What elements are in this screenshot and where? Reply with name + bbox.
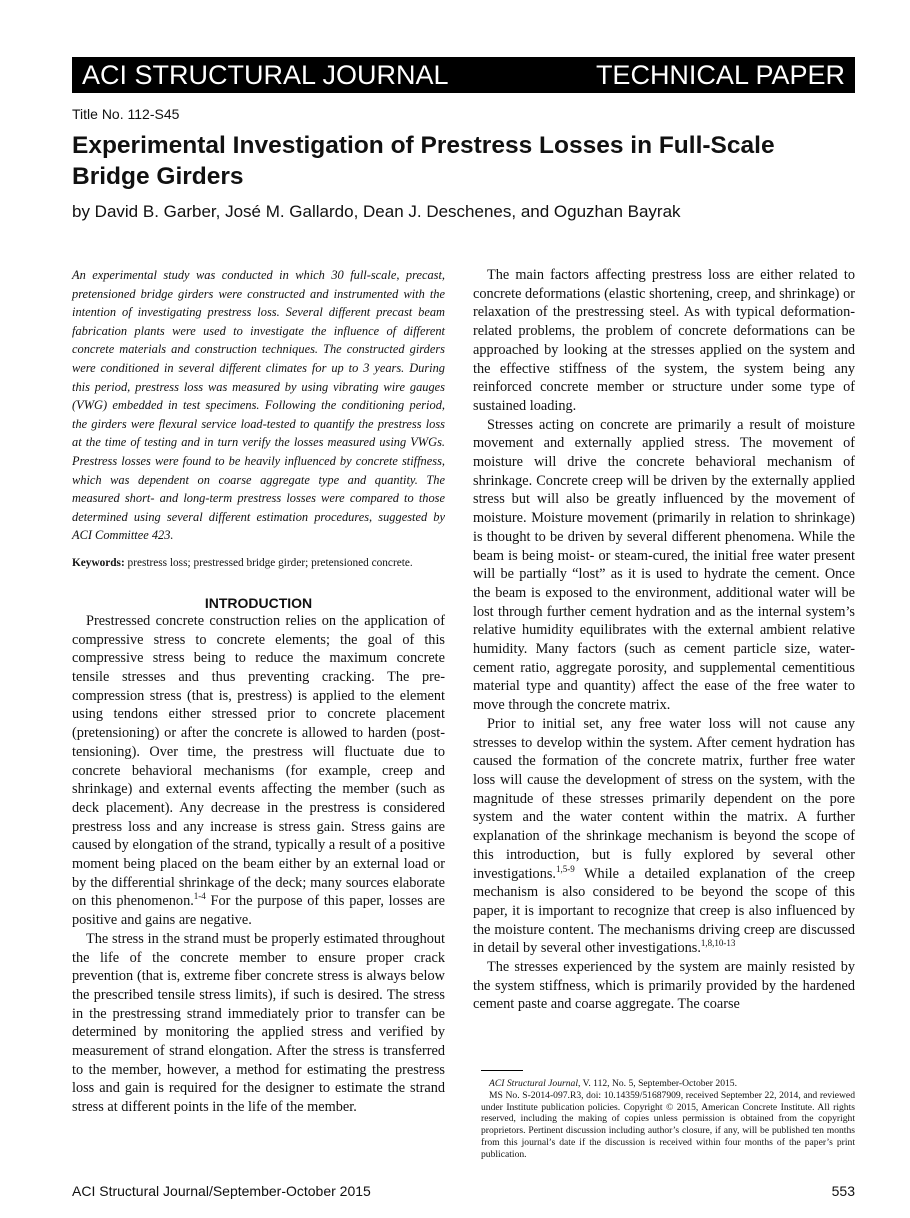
abstract: An experimental study was conducted in which 30 full-scale, precast, pretensioned bridge girders were constructed and instrumented with the intention of investigating prestress loss. Several different precast beam fabrication plants were used to investigate the influence of different concrete materials and construction techniques. The constructed girders were conditioned in several different climates for up to 3 years. During this period, prestress loss was measured by using vibrating wire gauges (VWG) embedded in test specimens. Following the conditioning period, the girders were flexural service load-tested to quantify the prestress loss at the time of testing and in turn verify the losses measured using VWGs. Prestress losses were found to be heavily influenced by concrete stiffness, which was dependent on coarse aggregate type and quantity. The measured short- and long-term prestress losses were compared to those determined using several different estimation procedures, suggested by ACI Committee 423.: [72, 268, 445, 543]
paragraph: The stress in the strand must be properly estimated throughout the life of the concrete member to ensure proper crack prevention (that is, extreme fiber concrete stress is always below the prescribed tensile stress limits), if such is desired. The stress in the prestressing strand immediately prior to transfer can be determined by monitoring the applied stress and verified by measurement of strand elongation. After the stress is transferred to the member, however, a method for estimating the prestress loss and gain is required for the designer to estimate the strand stress at different points in the life of the member.: [72, 930, 445, 1116]
section-heading-introduction: INTRODUCTION: [204, 594, 313, 611]
keywords-label: Keywords:: [72, 556, 125, 569]
text: For the purpose of this paper, losses are positive and gains are negative.: [72, 893, 445, 929]
footnote-details: MS No. S-2014-097.R3, doi: 10.14359/51687909, received September 22, 2014, and reviewed under Institute publication policies. Copyright © 2015, American Concrete Institute. All rights reserved, including the making of copies unless permission is obtained from the copyright proprietors. Pertinent discussion including author’s closure, if any, will be published ten months from this journal’s date if the discussion is received within four months of the paper’s print publication.: [481, 1089, 855, 1160]
paragraph: [72, 612, 445, 930]
citation: 1,8,10-13: [700, 938, 736, 949]
footnote-rule: [481, 1070, 523, 1071]
footer-journal: ACI Structural Journal/September-October 2015: [72, 1183, 371, 1199]
keywords: [72, 557, 445, 569]
authors: by David B. Garber, José M. Gallardo, Dean J. Deschenes, and Oguzhan Bayrak: [72, 202, 681, 221]
keywords-text: prestress loss; prestressed bridge girder; pretensioned concrete.: [124, 556, 413, 569]
page-number: 553: [831, 1183, 855, 1199]
paper-title: Experimental Investigation of Prestress Losses in Full-Scale Bridge Girders: [72, 132, 775, 190]
text: Prior to initial set, any free water loss will not cause any stresses to develop within the system. After cement hydration has caused the formation of the concrete matrix, further free water loss will cause the development of stress on the system, with the magnitude of these stresses primarily dependent on the pore system and the water content within the matrix. A further explanation of the shrinkage mechanism is beyond the scope of this introduction, but is fully explored by several other investigations.: [473, 715, 855, 882]
paper-type: TECHNICAL PAPER: [595, 60, 845, 90]
text: Prestressed concrete construction relies on the application of compressive stress to concrete elements; the goal of this compressive stress being to reduce the maximum concrete tensile stresses and thus preventing cracking. The pre-compression stress (that is, prestress) is applied to the element using tendons either stressed prior to concrete placement (pretensioning) or after the concrete is allowed to harden (post-tensioning). Over time, the prestress will fluctuate due to concrete behavioral mechanisms (for example, creep and shrinkage) and external events affecting the member (such as deck placement). Any decrease in the prestress is considered prestress loss and any increase is stress gain. Stress gains are caused by elongation of the strand, typically a result of a positive moment being placed on the beam either by an external load or by the differential shrinkage of the deck; many sources elaborate on this phenomenon.: [72, 612, 445, 910]
right-column: [473, 266, 855, 1014]
paragraph: The stresses experienced by the system are mainly resisted by the system stiffness, which is primarily provided by the hardened cement paste and coarse aggregate. The coarse: [473, 959, 855, 1013]
footnote: [481, 1078, 855, 1161]
journal-banner: [72, 57, 855, 93]
paragraph: [473, 715, 855, 958]
journal-name: ACI STRUCTURAL JOURNAL: [82, 60, 449, 90]
footnote-journal: ACI Structural Journal: [489, 1078, 579, 1089]
citation: 1-4: [193, 891, 206, 902]
paragraph: Stresses acting on concrete are primarily a result of moisture movement and externally applied stress. The movement of moisture will drive the concrete behavioral mechanism of shrinkage. Concrete creep will be driven by the externally applied stress but will also be greatly influenced by the movement of moisture. Moisture movement (primarily in relation to shrinkage) is thought to be driven by several different phenomena. While the beam is being moist- or steam-cured, the initial free water present will be partially “lost” as it is used to hydrate the cement. Once the beam is exposed to the environment, additional water will be lost through further cement hydration and as the internal system’s relative humidity equilibrates with the external ambient relative humidity. Many factors (such as cement particle size, water-cement ratio, aggregate porosity, and supplemental cementitious material type and quantity) affect the ease of the free water to move through the concrete matrix.: [473, 416, 855, 714]
citation: 1,5-9: [556, 863, 575, 874]
left-column: [72, 266, 445, 1117]
text: While a detailed explanation of the creep mechanism is also considered to be beyond the scope of this paper, it is important to recognize that creep is also influenced by the moisture content. The mechanisms driving creep are discussed in detail by several other investigations.: [473, 865, 855, 957]
title-number: Title No. 112-S45: [72, 106, 180, 122]
paragraph: The main factors affecting prestress loss are either related to concrete deformations (elastic shortening, creep, and shrinkage) or relaxation of the prestressing steel. As with typical deformation-related problems, the problem of concrete deformations can be approached by looking at the stresses applied on the system and the effective stiffness of the system, the system being any reinforced concrete member or structure under some type of sustained loading.: [473, 267, 855, 414]
footnote-issue: , V. 112, No. 5, September-October 2015.: [578, 1078, 737, 1089]
